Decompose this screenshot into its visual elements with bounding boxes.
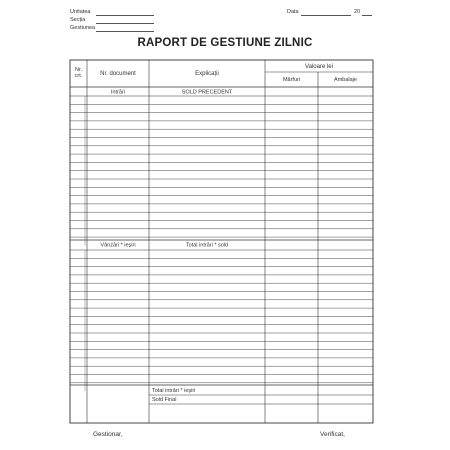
unitatea-label: Unitatea [70,9,91,15]
row-lines [70,104,373,404]
section-vanzari-label: Vânzări * ieșiri [100,242,136,249]
col-valoare-label: Valoare lei [305,64,333,70]
section-intrari-label: Intrări [110,89,126,96]
col-nr-label-1: Nr. [74,67,83,73]
verificat-signature-label: Verificat, [320,431,345,438]
table-border [70,60,373,423]
year-prefix: 20 [354,9,361,15]
gestiunea-label: Gestiunea [70,25,96,31]
total-intrari-iesiri-label: Total intrări * ieșiri [152,388,196,394]
col-ambalaje-label: Ambalaje [334,77,357,83]
sold-precedent-label: SOLD PRECEDENT [181,89,233,96]
col-nr-label-2: crt. [74,73,83,79]
total-intrari-sold-label: Total intrări * sold [185,242,229,249]
page-title: RAPORT DE GESTIUNE ZILNIC [137,37,313,49]
data-label: Data [287,9,299,15]
sectia-label: Secția [70,17,86,23]
col-marfuri-label: Mărfuri [282,77,301,83]
gestionar-signature-label: Gestionar, [93,431,123,438]
col-explicatii-label: Explicații [195,71,219,77]
sold-final-label: Sold Final [152,397,177,403]
col-document-label: Nr. document [100,71,136,77]
